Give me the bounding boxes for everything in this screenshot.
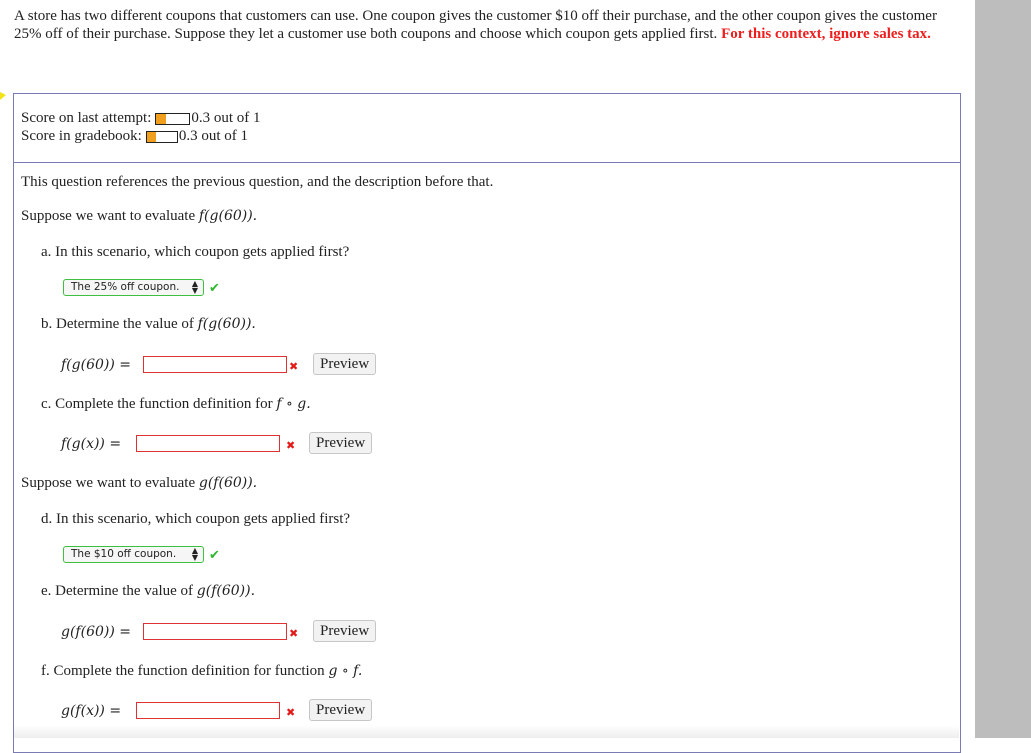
part-f-label-math: g ∘ f. <box>328 663 363 679</box>
part-b-preview-button[interactable]: Preview <box>313 353 376 375</box>
part-f-answer-input[interactable] <box>136 702 280 719</box>
part-e-label-math: g(f(60)). <box>196 583 256 599</box>
score-gradebook-label: Score in gradebook: <box>21 128 142 144</box>
part-c-label-text: c. Complete the function definition for <box>41 396 273 412</box>
eval1-math: f(g(60)). <box>198 208 258 224</box>
part-f-preview-button[interactable]: Preview <box>309 699 372 721</box>
part-b-answer-input[interactable] <box>143 356 287 373</box>
intro-warning: For this context, ignore sales tax. <box>721 25 931 42</box>
score-gradebook-bar-fill <box>147 132 156 142</box>
part-b-label <box>41 315 256 333</box>
part-b-label-text: b. Determine the value of <box>41 316 194 332</box>
score-gradebook-value: 0.3 out of 1 <box>178 128 248 144</box>
part-c-incorrect-icon: ✖ <box>286 439 296 452</box>
score-gradebook-bar <box>146 131 178 143</box>
part-a-label: a. In this scenario, which coupon gets applied first? <box>41 244 350 260</box>
part-d-selected: The $10 off coupon. <box>71 548 177 560</box>
part-a-correct-icon: ✔ <box>209 281 220 296</box>
eval2-math: g(f(60)). <box>198 475 258 491</box>
select-arrows-icon: ▲ ▼ <box>191 546 198 562</box>
bottom-fade <box>14 725 959 738</box>
part-e-label-text: e. Determine the value of <box>41 583 194 599</box>
score-last-attempt-bar <box>155 113 190 125</box>
eval1-text <box>21 207 257 225</box>
score-last-attempt-value: 0.3 out of 1 <box>191 110 261 126</box>
part-f-lhs: g(f(x)) = <box>61 703 122 719</box>
current-question-marker-icon <box>0 92 6 100</box>
part-b-incorrect-icon: ✖ <box>289 360 299 373</box>
score-gradebook <box>21 128 248 145</box>
part-a-selected: The 25% off coupon. <box>71 281 180 293</box>
scrollbar[interactable] <box>975 0 1031 738</box>
score-last-attempt-bar-fill <box>156 114 166 124</box>
part-d-select[interactable] <box>63 546 204 563</box>
part-c-label-math: f ∘ g. <box>276 396 311 412</box>
part-b-label-math: f(g(60)). <box>197 316 256 332</box>
eval2-text <box>21 474 257 492</box>
problem-intro <box>14 8 964 43</box>
part-c-label <box>41 395 311 413</box>
score-last-attempt <box>21 110 261 127</box>
part-d-label: d. In this scenario, which coupon gets applied first? <box>41 511 351 527</box>
eval1-prefix: Suppose we want to evaluate <box>21 208 196 224</box>
part-e-answer-input[interactable] <box>143 623 287 640</box>
part-f-label-text: f. Complete the function definition for function <box>41 663 325 679</box>
select-arrows-icon: ▲ ▼ <box>191 279 198 295</box>
part-e-preview-button[interactable]: Preview <box>313 620 376 642</box>
eval2-prefix: Suppose we want to evaluate <box>21 475 196 491</box>
part-f-incorrect-icon: ✖ <box>286 706 296 719</box>
part-e-incorrect-icon: ✖ <box>289 627 299 640</box>
part-e-label <box>41 582 255 600</box>
intro-text: A store has two different coupons that customers can use. One coupon gives the customer $10 off their purchase, and the other coupon gives the customer 25% off of their purchase. Suppose they let a customer use both coupons and choose which coupon gets applied first. <box>14 8 937 42</box>
part-c-preview-button[interactable]: Preview <box>309 432 372 454</box>
part-a-select[interactable] <box>63 279 204 296</box>
question-reference: This question references the previous question, and the description before that. <box>21 174 494 190</box>
part-d-correct-icon: ✔ <box>209 548 220 563</box>
part-e-lhs: g(f(60)) = <box>61 624 131 640</box>
part-f-label <box>41 662 362 680</box>
part-c-answer-input[interactable] <box>136 435 280 452</box>
part-b-lhs: f(g(60)) = <box>61 357 131 373</box>
score-box <box>13 93 961 163</box>
score-last-attempt-label: Score on last attempt: <box>21 110 152 126</box>
part-c-lhs: f(g(x)) = <box>61 436 122 452</box>
